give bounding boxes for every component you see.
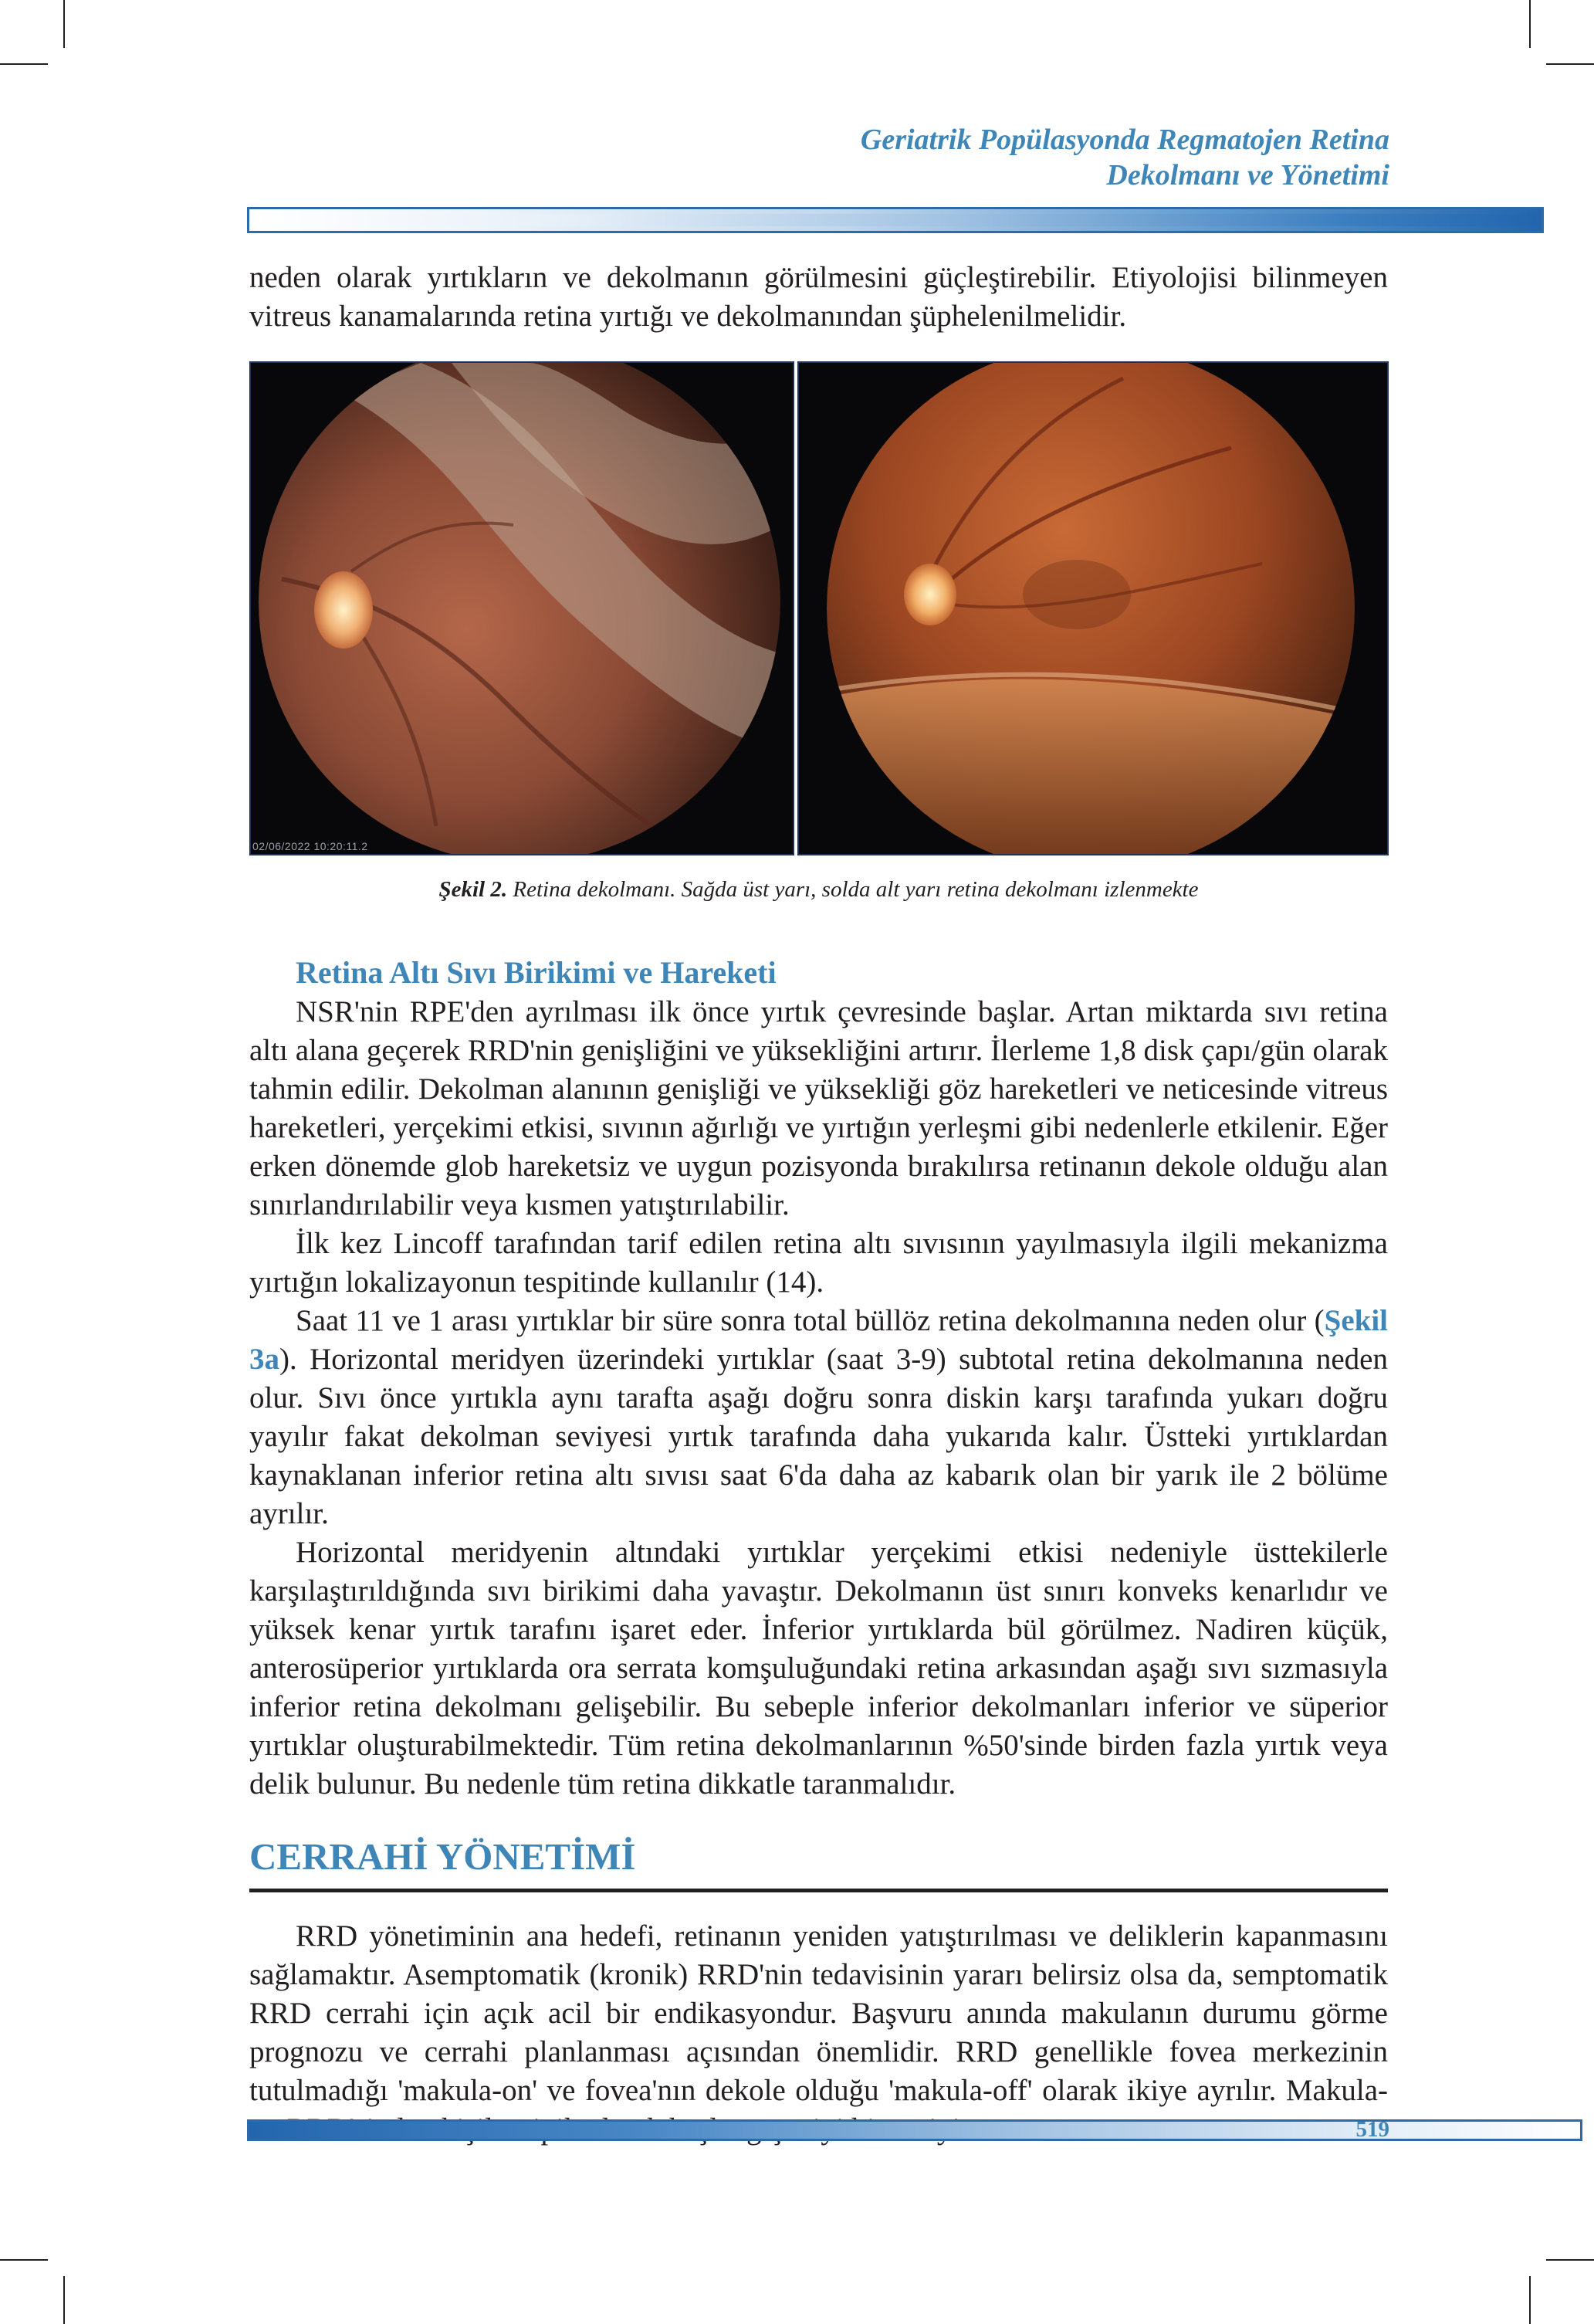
crop-mark	[1529, 0, 1531, 48]
fundus-photo-right	[797, 361, 1389, 855]
fundus-photo-left	[249, 361, 794, 855]
crop-mark	[63, 2276, 65, 2324]
header-title-line1: Geriatrik Popülasyonda Regmatojen Retina	[860, 124, 1389, 156]
section-heading: CERRAHİ YÖNETİMİ	[249, 1835, 636, 1878]
section-rule	[249, 1889, 1388, 1892]
paragraph: RRD yönetiminin ana hedefi, retinanın yeniden yatıştırılması ve deliklerin kapanmasını sağlamaktır. Asemptomatik (kronik) RRD'nin tedavisinin yararı belirsiz olsa da, semptomatik RRD cerrahi için açık acil bir endikasyondur. Başvuru anında makulanın durumu görme prognozu ve cerrahi planlanması açısından önemlidir. RRD genellikle fovea merkezinin tutulmadığı 'makula-on' ve fovea'nın dekole olduğu 'makula-off' olarak ikiye ayrılır. Makula-	[249, 1919, 1388, 2107]
crop-mark	[0, 2259, 48, 2261]
subsection-text	[249, 993, 1388, 1804]
figure-caption	[249, 877, 1388, 903]
figure-reference-link[interactable]: Şekil 3a	[249, 1304, 1388, 1376]
paragraph: NSR'nin RPE'den ayrılması ilk önce yırtık çevresinde başlar. Artan miktarda sıvı retina altı alana geçerek RRD'nin genişliğini ve yüksekliğini artırır. İlerleme 1,8 disk çapı/gün olarak tahmin edilir. Dekolman alanının genişliği ve yüksekliği göz hareketleri ve neticesinde vitreus hareketleri, yerçekimi etkisi, sıvının ağırlığı ve yırtığın yerleşmi gibi nedenlerle etkilenir. Eğer erken dönemde glob hareketsiz ve uygun pozisyonda bırakılırsa retinanın dekole olduğu alan sınırlandırılabilir veya kısmen yatıştırılabilir.	[249, 995, 1388, 1221]
paragraph-text: Saat 11 ve 1 arası yırtıklar bir süre sonra total büllöz retina dekolmanına neden olur (	[296, 1304, 1325, 1337]
photo-timestamp: 02/06/2022 10:20:11.2	[252, 840, 368, 852]
paragraph: Horizontal meridyenin altındaki yırtıklar yerçekimi etkisi nedeniyle üsttekilerle karşılaştırıldığında sıvı birikimi daha yavaştır. Dekolmanın üst sınırı konveks kenarlıdır ve yüksek kenar yırtık tarafını işaret eder. İnferior yırtıklarda bül görülmez. Nadiren küçük, anterosüperior yırtıklarda ora serrata komşuluğundaki retina arkasından aşağı sıvı sızmasıyla inferior retina dekolmanı gelişebilir. Bu sebeple inferior dekolmanları inferior ve süperior yırtıklar oluşturabilmektedir. Tüm retina dekolmanlarının %50'sinde birden fazla yırtık veya delik bulunur. Bu nedenle tüm retina dikkatle taranmalıdır.	[249, 1536, 1388, 1801]
paragraph	[249, 1302, 1388, 1533]
fundus-image-right	[799, 363, 1387, 854]
running-header	[463, 122, 1389, 193]
intro-text	[249, 259, 1388, 336]
crop-mark	[63, 0, 65, 48]
subsection-heading: Retina Altı Sıvı Birikimi ve Hareketi	[296, 955, 777, 990]
intro-paragraph: neden olarak yırtıkların ve dekolmanın görülmesini güçleştirebilir. Etiyolojisi bilinmeyen vitreus kanamalarında retina yırtığı ve dekolmanından şüphelenilmelidir.	[249, 261, 1388, 333]
figure-caption-text: Retina dekolmanı. Sağda üst yarı, solda alt yarı retina dekolmanı izlenmekte	[507, 877, 1199, 902]
fundus-image-left	[251, 363, 793, 854]
header-rule	[247, 207, 1544, 233]
page-number: 519	[1355, 2117, 1389, 2142]
paragraph: İlk kez Lincoff tarafından tarif edilen retina altı sıvısının yayılmasıyla ilgili mekanizma yırtığın lokalizayonun tespitinde kullanılır (14).	[249, 1227, 1388, 1299]
figure-2	[249, 361, 1389, 855]
figure-caption-label: Şekil 2.	[438, 877, 508, 902]
crop-mark	[1546, 63, 1594, 65]
crop-mark	[0, 63, 48, 65]
section-text	[249, 1917, 1388, 2149]
crop-mark	[1529, 2276, 1531, 2324]
paragraph-text: ). Horizontal meridyen üzerindeki yırtıklar (saat 3-9) subtotal retina dekolmanına neden olur. Sıvı önce yırtıkla aynı tarafta aşağı doğru sonra diskin karşı tarafında yukarı doğru yayılır fakat dekolman seviyesi yırtık tarafında daha yukarıda kalır. Üstteki yırtıklardan kaynaklanan inferior retina altı sıvısı saat 6'da daha az kabarık olan bir yarık ile 2 bölüme ayrılır.	[249, 1343, 1388, 1530]
header-title-line2: Dekolmanı ve Yönetimi	[1106, 159, 1389, 191]
crop-mark	[1546, 2259, 1594, 2261]
